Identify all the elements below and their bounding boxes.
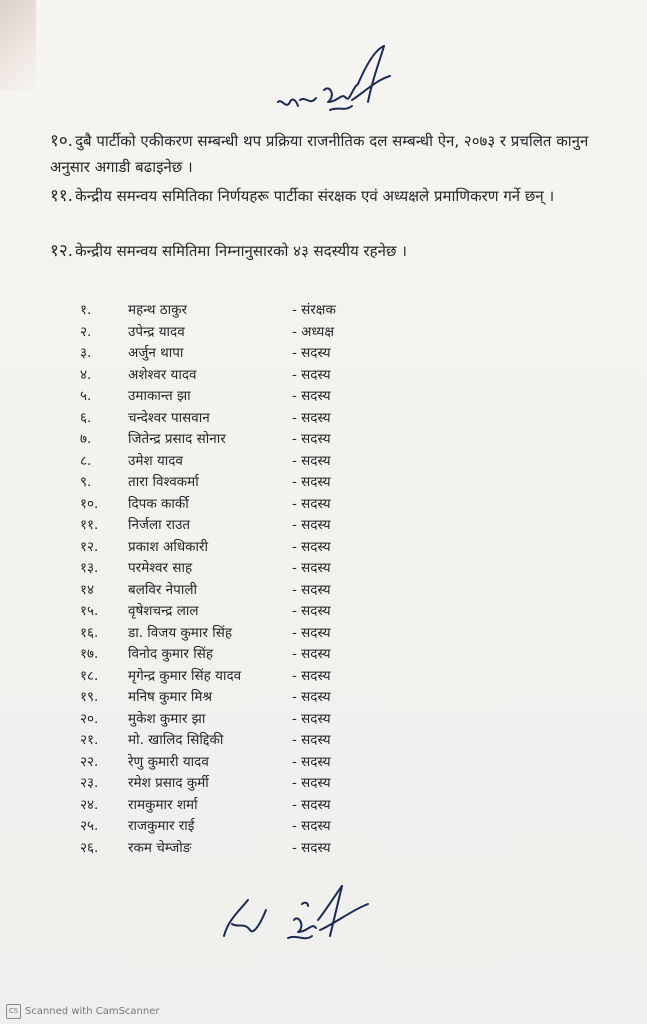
member-name: विनोद कुमार सिंह xyxy=(128,646,213,662)
paragraph-number: ११. xyxy=(50,186,74,206)
member-row xyxy=(80,773,400,795)
member-serial: १०. xyxy=(80,495,99,512)
member-row xyxy=(80,515,400,537)
member-name: निर्जला राउत xyxy=(128,517,191,533)
member-role: - सदस्य xyxy=(292,753,331,770)
camscanner-icon: CS xyxy=(6,1004,21,1019)
member-serial: २. xyxy=(80,323,92,340)
member-role: - सदस्य xyxy=(292,775,331,791)
member-role: - सदस्य xyxy=(292,689,331,705)
member-row xyxy=(80,580,400,602)
member-role: - सदस्य xyxy=(292,603,331,619)
member-row xyxy=(80,451,400,473)
scan-edge-shadow xyxy=(0,0,36,90)
member-serial: १८. xyxy=(80,667,99,684)
member-name: दिपक कार्की xyxy=(128,495,189,512)
member-row xyxy=(80,666,400,688)
scanner-watermark xyxy=(6,1004,160,1019)
paragraph-text: दुबै पार्टीको एकीकरण सम्बन्धी थप प्रक्रिया राजनीतिक दल सम्बन्धी ऐन, २०७३ र प्रचलित कानुन अनुसार अगाडी बढाइनेछ । xyxy=(50,132,589,176)
member-name: रेणु कुमारी यादव xyxy=(128,753,209,770)
member-role: - सदस्य xyxy=(292,538,331,555)
paragraph-11 xyxy=(50,183,590,209)
member-row xyxy=(80,730,400,752)
member-serial: १९. xyxy=(80,689,99,705)
member-role: - सदस्य xyxy=(292,796,331,813)
member-name: प्रकाश अधिकारी xyxy=(128,538,209,555)
member-row xyxy=(80,429,400,451)
member-serial: ८. xyxy=(80,452,92,469)
member-row xyxy=(80,343,400,365)
member-role: - सदस्य xyxy=(292,452,331,469)
bottom-signature xyxy=(218,880,388,960)
watermark-text: Scanned with CamScanner xyxy=(25,1006,160,1017)
member-row xyxy=(80,752,400,774)
member-name: मो. खालिद सिद्दिकी xyxy=(128,732,224,748)
member-role: - सदस्य xyxy=(292,839,331,856)
member-name: उमाकान्त झा xyxy=(128,388,191,404)
paragraph-number: १२. xyxy=(50,241,74,261)
member-name: उपेन्द्र यादव xyxy=(128,323,185,340)
member-serial: ३. xyxy=(80,345,92,361)
member-role: - सदस्य xyxy=(292,366,331,383)
member-row xyxy=(80,300,400,322)
member-role: - सदस्य xyxy=(292,624,331,641)
member-name: परमेश्वर साह xyxy=(128,560,193,576)
paragraph-number: १०. xyxy=(50,131,74,151)
member-row xyxy=(80,687,400,709)
member-name: अशेश्वर यादव xyxy=(128,366,197,383)
member-serial: १५. xyxy=(80,603,99,619)
paragraph-text: केन्द्रीय समन्वय समितिमा निम्नानुसारको ४३ सदस्यीय रहनेछ । xyxy=(75,242,407,260)
member-name: रमेश प्रसाद कुर्मी xyxy=(128,775,209,791)
member-role: - सदस्य xyxy=(292,388,331,404)
member-row xyxy=(80,795,400,817)
member-role: - सदस्य xyxy=(292,581,331,598)
member-serial: ११. xyxy=(80,517,99,533)
member-row xyxy=(80,472,400,494)
member-serial: ७. xyxy=(80,431,92,447)
member-name: चन्देश्वर पासवान xyxy=(128,409,210,426)
member-name: महन्थ ठाकुर xyxy=(128,302,187,318)
member-name: वृषेशचन्द्र लाल xyxy=(128,603,199,619)
member-row xyxy=(80,601,400,623)
member-row xyxy=(80,709,400,731)
paragraph-text: केन्द्रीय समन्वय समितिका निर्णयहरू पार्टीका संरक्षक एवं अध्यक्षले प्रमाणिकरण गर्ने छन् । xyxy=(75,187,555,205)
member-name: मनिष कुमार मिश्र xyxy=(128,689,213,705)
member-row xyxy=(80,644,400,666)
member-row xyxy=(80,386,400,408)
member-row xyxy=(80,838,400,860)
member-role: - अध्यक्ष xyxy=(292,323,335,340)
member-serial: २३. xyxy=(80,775,99,791)
member-role: - सदस्य xyxy=(292,646,331,662)
member-serial: ४. xyxy=(80,366,92,383)
member-name: मृगेन्द्र कुमार सिंह यादव xyxy=(128,667,242,684)
member-serial: २२. xyxy=(80,753,99,770)
member-serial: २६. xyxy=(80,839,99,856)
member-serial: १७. xyxy=(80,646,99,662)
member-row xyxy=(80,816,400,838)
member-serial: १४ xyxy=(80,581,95,598)
member-name: रामकुमार शर्मा xyxy=(128,796,198,813)
member-role: - सदस्य xyxy=(292,667,331,684)
member-role: - सदस्य xyxy=(292,732,331,748)
member-name: बलविर नेपाली xyxy=(128,581,197,598)
member-serial: १२. xyxy=(80,538,99,555)
member-role: - सदस्य xyxy=(292,818,331,834)
member-role: - सदस्य xyxy=(292,710,331,727)
member-row xyxy=(80,408,400,430)
member-list xyxy=(80,300,400,859)
member-name: डा. विजय कुमार सिंह xyxy=(128,624,232,641)
member-name: अर्जुन थापा xyxy=(128,345,184,361)
member-serial: ९. xyxy=(80,474,92,490)
member-serial: ५. xyxy=(80,388,92,404)
member-name: जितेन्द्र प्रसाद सोनार xyxy=(128,431,226,447)
paragraph-12 xyxy=(50,238,590,264)
member-name: उमेश यादव xyxy=(128,452,183,469)
member-row xyxy=(80,558,400,580)
member-row xyxy=(80,537,400,559)
member-role: - सदस्य xyxy=(292,474,331,490)
member-name: तारा विश्वकर्मा xyxy=(128,474,199,490)
member-serial: २०. xyxy=(80,710,99,727)
member-row xyxy=(80,365,400,387)
member-serial: १. xyxy=(80,302,92,318)
paragraph-10 xyxy=(50,128,590,180)
member-role: - सदस्य xyxy=(292,345,331,361)
member-name: रकम चेम्जोङ xyxy=(128,839,192,856)
member-serial: ६. xyxy=(80,409,92,426)
member-serial: १६. xyxy=(80,624,99,641)
member-role: - सदस्य xyxy=(292,431,331,447)
member-serial: २४. xyxy=(80,796,99,813)
member-role: - सदस्य xyxy=(292,560,331,576)
member-name: राजकुमार राई xyxy=(128,818,195,834)
member-role: - सदस्य xyxy=(292,517,331,533)
member-serial: १३. xyxy=(80,560,99,576)
member-role: - संरक्षक xyxy=(292,302,336,318)
member-row xyxy=(80,494,400,516)
member-row xyxy=(80,623,400,645)
member-serial: २१. xyxy=(80,732,99,748)
member-row xyxy=(80,322,400,344)
member-name: मुकेश कुमार झा xyxy=(128,710,206,727)
member-role: - सदस्य xyxy=(292,409,331,426)
member-role: - सदस्य xyxy=(292,495,331,512)
top-signature xyxy=(272,40,422,125)
member-serial: २५. xyxy=(80,818,99,834)
